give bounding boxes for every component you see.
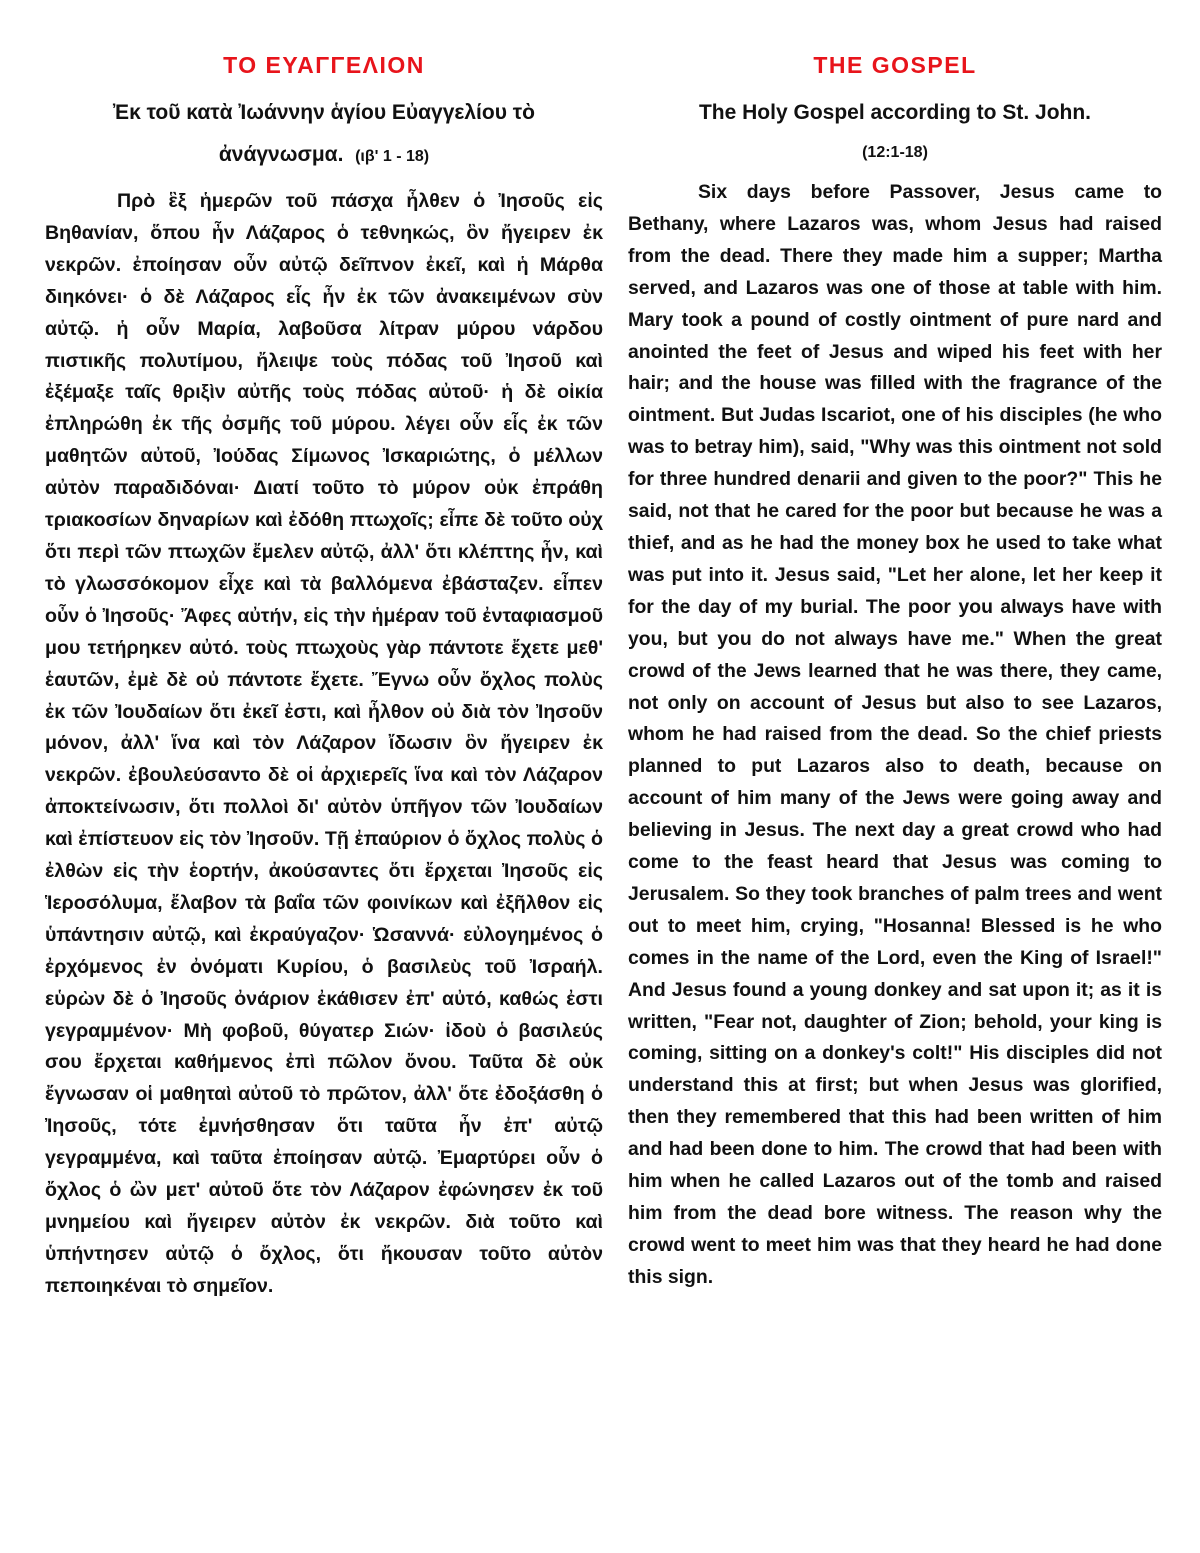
english-gospel-text: Six days before Passover, Jesus came to Bethany, where Lazaros was, whom Jesus had raised from the dead. There they made him a supper; Martha served, and Lazaros was one of those at table with him. Mary took a pound of costly ointment of pure nard and anointed the feet of Jesus and wiped his feet with her hair; and the house was filled with the fragrance of the ointment. But Judas Iscariot, one of his disciples (he who was to betray him), said, "Why was this ointment not sold for three hundred denarii and given to the poor?" This he said, not that he cared for the poor but because he was a thief, and as he had the money box he used to take what was put into it. Jesus said, "Let her alone, let her keep it for the day of my burial. The poor you always have with you, but you do not always have me." When the great crowd of the Jews learned that he was there, they came, not only on account of Jesus but also to see Lazaros, whom he had raised from the dead. So the chief priests planned to put Lazaros also to death, because on account of him many of the Jews were going away and believing in Jesus. The next day a great crowd who had come to the feast heard that Jesus was coming to Jerusalem. So they took branches of palm trees and went out to meet him, crying, "Hosanna! Blessed is he who comes in the name of the Lord, even the King of Israel!" And Jesus found a young donkey and sat upon it; as it is written, "Fear not, daughter of Zion; behold, your king is coming, sitting on a donkey's colt!" His disciples did not understand this at first; but when Jesus was glorified, then they remembered that this had been written of him and had been done to him. The crowd that had been with him when he called Lazaros out of the tomb and raised him from the dead bore witness. The reason why the crowd went to meet him was that they heard he had done this sign. (628, 181, 1162, 1288)
english-title: THE GOSPEL (813, 52, 977, 78)
english-subtitle: The Holy Gospel according to St. John. (698, 101, 1092, 124)
greek-subtitle (45, 92, 603, 178)
greek-subtitle-text: Ἐκ τοῦ κατὰ Ἰωάννην ἁγίου Εὐαγγελίου τὸ ἀνάγνωσμα. (113, 101, 535, 166)
english-column (628, 48, 1162, 1294)
english-reference: (12:1-18) (862, 144, 928, 161)
greek-gospel-text: Πρὸ ἓξ ἡμερῶν τοῦ πάσχα ἦλθεν ὁ Ἰησοῦς εἰς Βηθανίαν, ὅπου ἦν Λάζαρος ὁ τεθνηκώς, ὃν ἤγειρεν ἐκ νεκρῶν. ἐποίησαν οὖν αὐτῷ δεῖπνον ἐκεῖ, καὶ ἡ Μάρθα διηκόνει· ὁ δὲ Λάζαρος εἷς ἦν ἐκ τῶν ἀνακειμένων σὺν αὐτῷ. ἡ οὖν Μαρία, λαβοῦσα λίτραν μύρου νάρδου πιστικῆς πολυτίμου, ἤλειψε τοὺς πόδας τοῦ Ἰησοῦ καὶ ἐξέμαξε ταῖς θριξὶν αὐτῆς τοὺς πόδας αὐτοῦ· ἡ δὲ οἰκία ἐπληρώθη ἐκ τῆς ὀσμῆς τοῦ μύρου. λέγει οὖν εἷς ἐκ τῶν μαθητῶν αὐτοῦ, Ἰούδας Σίμωνος Ἰσκαριώτης, ὁ μέλλων αὐτὸν παραδιδόναι· Διατί τοῦτο τὸ μύρον οὐκ ἐπράθη τριακοσίων δηναρίων καὶ ἐδόθη πτωχοῖς; εἶπε δὲ τοῦτο οὐχ ὅτι περὶ τῶν πτωχῶν ἔμελεν αὐτῷ, ἀλλ' ὅτι κλέπτης ἦν, καὶ τὸ γλωσσόκομον εἶχε καὶ τὰ βαλλόμενα ἐβάσταζεν. εἶπεν οὖν ὁ Ἰησοῦς· Ἄφες αὐτήν, εἰς τὴν ἡμέραν τοῦ ἐνταφιασμοῦ μου τετήρηκεν αὐτό. τοὺς πτωχοὺς γὰρ πάντοτε ἔχετε μεθ' ἑαυτῶν, ἐμὲ δὲ οὐ πάντοτε ἔχετε. Ἔγνω οὖν ὄχλος πολὺς ἐκ τῶν Ἰουδαίων ὅτι ἐκεῖ ἐστι, καὶ ἦλθον οὐ διὰ τὸν Ἰησοῦν μόνον, ἀλλ' ἵνα καὶ τὸν Λάζαρον ἴδωσιν ὃν ἤγειρεν ἐκ νεκρῶν. ἐβουλεύσαντο δὲ οἱ ἀρχιερεῖς ἵνα καὶ τὸν Λάζαρον ἀποκτείνωσιν, ὅτι πολλοὶ δι' αὐτὸν ὑπῆγον τῶν Ἰουδαίων καὶ ἐπίστευον εἰς τὸν Ἰησοῦν. Τῇ ἐπαύριον ὁ ὄχλος πολὺς ὁ ἐλθὼν εἰς τὴν ἑορτήν, ἀκούσαντες ὅτι ἔρχεται Ἰησοῦς εἰς Ἱεροσόλυμα, ἔλαβον τὰ βαΐα τῶν φοινίκων καὶ ἐξῆλθον εἰς ὑπάντησιν αὐτῷ, καὶ ἐκραύγαζον· Ὡσαννά· εὐλογημένος ὁ ἐρχόμενος ἐν ὀνόματι Κυρίου, ὁ βασιλεὺς τοῦ Ἰσραήλ. εὑρὼν δὲ ὁ Ἰησοῦς ὀνάριον ἐκάθισεν ἐπ' αὐτό, καθώς ἐστι γεγραμμένον· Μὴ φοβοῦ, θύγατερ Σιών· ἰδοὺ ὁ βασιλεύς σου ἔρχεται καθήμενος ἐπὶ πῶλον ὄνου. Ταῦτα δὲ οὐκ ἔγνωσαν οἱ μαθηταὶ αὐτοῦ τὸ πρῶτον, ἀλλ' ὅτε ἐδοξάσθη ὁ Ἰησοῦς, τότε ἐμνήσθησαν ὅτι ταῦτα ἦν ἐπ' αὐτῷ γεγραμμένα, καὶ ταῦτα ἐποίησαν αὐτῷ. Ἐμαρτύρει οὖν ὁ ὄχλος ὁ ὢν μετ' αὐτοῦ ὅτε τὸν Λάζαρον ἐφώνησεν ἐκ τοῦ μνημείου καὶ ἤγειρεν αὐτὸν ἐκ νεκρῶν. διὰ τοῦτο καὶ ὑπήντησεν αὐτῷ ὁ ὄχλος, ὅτι ἤκουσαν τοῦτο αὐτὸν πεποιηκέναι τὸ σημεῖον. (45, 190, 603, 1297)
greek-column (45, 48, 603, 1303)
greek-reference: (ιβ' 1 - 18) (355, 148, 430, 165)
greek-title: ΤΟ ΕΥΑΓΓΕΛΙΟΝ (223, 52, 425, 78)
